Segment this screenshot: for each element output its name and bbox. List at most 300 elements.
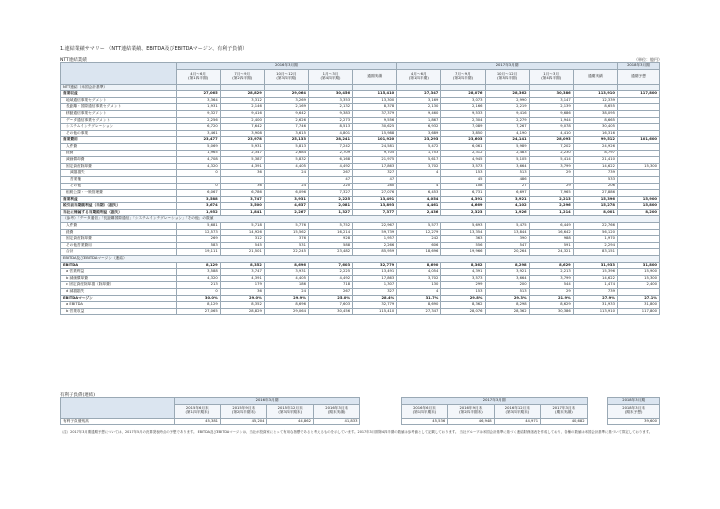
value-cell: 14,622: [573, 163, 617, 170]
spacer-cell: [587, 404, 608, 418]
value-cell: 2,256: [176, 117, 220, 124]
table-row: [61, 249, 660, 256]
value-cell: [617, 104, 659, 111]
blank-header-cell: [61, 63, 177, 85]
debt-fy2018-header: 2018年3月期: [608, 398, 660, 405]
row-label: 営業費用: [61, 137, 177, 144]
value-cell: 13,491: [353, 269, 397, 276]
value-cell: 2,400: [220, 117, 264, 124]
row-label: 租税公課・一般管理費: [61, 190, 177, 197]
value-cell: 37,379: [353, 110, 397, 117]
value-cell: 15,988: [353, 130, 397, 137]
value-cell: 8,352: [220, 262, 264, 269]
value-cell: 544: [529, 282, 573, 289]
spacer-cell: [360, 404, 401, 418]
value-cell: 99,512: [573, 137, 617, 144]
value-cell: [617, 110, 659, 117]
value-cell: 28,241: [308, 137, 352, 144]
value-cell: 7,202: [529, 143, 573, 150]
value-cell: 24,321: [529, 249, 573, 256]
value-cell: 6,096: [264, 190, 308, 197]
value-cell: 44,971: [494, 418, 540, 425]
value-cell: 5,475: [485, 223, 529, 230]
value-cell: 8,362: [441, 302, 485, 309]
value-cell: 4,391: [220, 163, 264, 170]
value-cell: [441, 84, 485, 91]
value-cell: 1,753: [397, 150, 441, 157]
value-cell: [176, 176, 220, 183]
value-cell: 23,482: [308, 249, 352, 256]
value-cell: 22,245: [264, 249, 308, 256]
value-cell: [617, 249, 659, 256]
value-cell: [617, 117, 659, 124]
value-cell: 15,396: [573, 269, 617, 276]
value-cell: [617, 143, 659, 150]
value-cell: 6,697: [485, 190, 529, 197]
value-cell: 29.9%: [264, 295, 308, 302]
value-cell: 13,844: [485, 229, 529, 236]
value-cell: 29,064: [264, 308, 308, 315]
value-cell: 7,746: [264, 124, 308, 131]
value-cell: 4,054: [397, 269, 441, 276]
value-cell: 8,129: [176, 262, 220, 269]
value-cell: 117,800: [617, 308, 659, 315]
value-cell: 113,910: [573, 91, 617, 98]
value-cell: 4,054: [397, 196, 441, 203]
value-cell: 2,304: [441, 117, 485, 124]
results-table: [60, 62, 660, 315]
value-cell: 2,132: [308, 104, 352, 111]
value-cell: 5,813: [264, 143, 308, 150]
value-cell: 29: [529, 289, 573, 296]
value-cell: 8,690: [397, 262, 441, 269]
row-label: 合計: [61, 249, 177, 256]
value-cell: 5,387: [220, 157, 264, 164]
value-cell: 28,362: [485, 91, 529, 98]
value-cell: 486: [485, 176, 529, 183]
value-cell: 267: [308, 170, 352, 177]
value-cell: 21,501: [220, 249, 264, 256]
spacer-cell: [587, 418, 608, 425]
value-cell: 2,279: [485, 117, 529, 124]
row-label: 固定資産除却費: [61, 236, 177, 243]
value-cell: 4,492: [308, 275, 352, 282]
value-cell: [617, 97, 659, 104]
value-cell: 21.9%: [529, 295, 573, 302]
table-row: [61, 262, 660, 269]
value-cell: 9,705: [353, 150, 397, 157]
table-row: [61, 130, 660, 137]
value-cell: 3,664: [485, 163, 529, 170]
value-cell: 4,708: [176, 157, 220, 164]
value-cell: 739: [573, 289, 617, 296]
value-cell: 3,908: [220, 130, 264, 137]
value-cell: 46,948: [448, 418, 494, 425]
value-cell: 113,910: [573, 308, 617, 315]
value-cell: 3,799: [529, 163, 573, 170]
value-cell: 9,383: [308, 110, 352, 117]
value-cell: 7,603: [308, 302, 352, 309]
table-row: [61, 216, 660, 223]
value-cell: 2,139: [529, 104, 573, 111]
value-cell: 15,562: [264, 229, 308, 236]
table-row: [61, 183, 660, 190]
value-cell: 30,625: [353, 124, 397, 131]
value-cell: 17,863: [353, 275, 397, 282]
value-cell: 2,166: [441, 104, 485, 111]
quarter-header-2017: 10月～12月 (第3四半期): [485, 69, 529, 84]
value-cell: 85,959: [353, 249, 397, 256]
value-cell: 24: [264, 170, 308, 177]
row-label: a EBITDA: [61, 302, 177, 309]
value-cell: 5,617: [397, 157, 441, 164]
value-cell: 31.7%: [397, 295, 441, 302]
row-label: （参考）「データ通信」「長距離国際通信」「システムインテグレーション」「その他」の数値: [61, 216, 660, 223]
quarter-header-2017: 1月～3月 (第4四半期): [529, 69, 573, 84]
value-cell: 1,867: [397, 117, 441, 124]
value-cell: 5,472: [397, 143, 441, 150]
value-cell: 30,405: [573, 124, 617, 131]
value-cell: 1,214: [529, 209, 573, 216]
value-cell: 28,362: [485, 308, 529, 315]
value-cell: 8,690: [397, 302, 441, 309]
blank-header-cell: [61, 398, 175, 419]
value-cell: 591: [529, 242, 573, 249]
value-cell: 29,064: [264, 91, 308, 98]
value-cell: 27,347: [397, 91, 441, 98]
value-cell: 0: [176, 183, 220, 190]
value-cell: 3,573: [441, 275, 485, 282]
table-row: [61, 84, 660, 91]
debt-period-header: 2016年9月末 (第2四半期末): [448, 404, 494, 418]
debt-period-header: 2016年6月末 (第1四半期末): [401, 404, 447, 418]
value-cell: 23,477: [176, 137, 220, 144]
value-cell: 3,147: [529, 97, 573, 104]
value-cell: 27,347: [397, 308, 441, 315]
value-cell: 8,696: [264, 262, 308, 269]
value-cell: [617, 242, 659, 249]
row-label: 経費: [61, 150, 177, 157]
value-cell: 179: [220, 282, 264, 289]
value-cell: 27,886: [573, 190, 617, 197]
row-label: c 固定資産除却損（除却費）: [61, 282, 177, 289]
value-cell: 5,989: [485, 143, 529, 150]
value-cell: 3,921: [485, 269, 529, 276]
value-cell: 513: [485, 170, 529, 177]
value-cell: [573, 84, 617, 91]
table-row: [61, 209, 660, 216]
value-cell: 6,731: [441, 190, 485, 197]
value-cell: 27,065: [176, 308, 220, 315]
value-cell: 39,600: [608, 418, 660, 425]
value-cell: 19,111: [176, 249, 220, 256]
value-cell: 44,862: [267, 418, 313, 425]
value-cell: 2,130: [397, 104, 441, 111]
value-cell: 32,779: [353, 262, 397, 269]
value-cell: 15,900: [617, 269, 659, 276]
value-cell: [308, 84, 352, 91]
table-row: [61, 176, 660, 183]
value-cell: 1,931: [176, 104, 220, 111]
value-cell: 2,225: [308, 196, 352, 203]
row-label: 営業利益: [61, 196, 177, 203]
row-label: NTT連結（米国会計基準）: [61, 84, 177, 91]
value-cell: 6,067: [176, 190, 220, 197]
value-cell: 6,932: [397, 124, 441, 131]
value-cell: 1,944: [529, 117, 573, 124]
value-cell: 6,453: [397, 190, 441, 197]
table-row: [61, 229, 660, 236]
value-cell: 130: [397, 282, 441, 289]
value-cell: 29: [529, 170, 573, 177]
value-cell: 28,076: [441, 308, 485, 315]
value-cell: 2,266: [353, 242, 397, 249]
value-cell: [529, 84, 573, 91]
table-row: [61, 124, 660, 131]
value-cell: 3,588: [176, 196, 220, 203]
debt-fy2016-header: 2016年3月期: [174, 398, 360, 405]
page-title: 1.連結業績サマリー （ΝΤΤ連結業績、EBITDA及びEBITDAマージン、有利子負債）: [60, 46, 248, 52]
value-cell: 4,801: [308, 130, 352, 137]
value-cell: 3,269: [264, 97, 308, 104]
value-cell: 27: [485, 183, 529, 190]
value-cell: 4,461: [397, 203, 441, 210]
value-cell: 2,400: [617, 282, 659, 289]
value-cell: 5,931: [220, 143, 264, 150]
value-cell: 8,629: [529, 302, 573, 309]
value-cell: 3,747: [220, 269, 264, 276]
value-cell: 14,622: [573, 275, 617, 282]
value-cell: 5,776: [264, 223, 308, 230]
debt-period-header: 2015年12月末 (第3四半期末): [267, 404, 313, 418]
value-cell: 2,213: [529, 269, 573, 276]
row-label: 経費: [61, 229, 177, 236]
value-cell: 7,642: [220, 124, 264, 131]
value-cell: 3,073: [441, 97, 485, 104]
value-cell: 8,362: [441, 262, 485, 269]
value-cell: 267: [308, 289, 352, 296]
value-cell: [617, 190, 659, 197]
quarter-header-2016: 10月～12月 (第3四半期): [264, 69, 308, 84]
value-cell: 15,800: [617, 203, 659, 210]
value-cell: 5,752: [308, 223, 352, 230]
value-cell: 25.0%: [308, 295, 352, 302]
table-row: [61, 170, 660, 177]
value-cell: [617, 223, 659, 230]
value-cell: 3,702: [397, 275, 441, 282]
value-cell: 12,573: [176, 229, 220, 236]
value-cell: [353, 84, 397, 91]
value-cell: 0: [176, 289, 220, 296]
value-cell: 3,353: [308, 97, 352, 104]
value-cell: 28,829: [220, 308, 264, 315]
value-cell: 2,294: [573, 242, 617, 249]
value-cell: 5,718: [220, 223, 264, 230]
value-cell: 4,190: [485, 130, 529, 137]
value-cell: [617, 130, 659, 137]
spacer-cell: [360, 398, 401, 405]
value-cell: 8,696: [264, 302, 308, 309]
value-cell: 30,456: [308, 308, 352, 315]
value-cell: 15,278: [573, 203, 617, 210]
value-cell: 41,833: [313, 418, 360, 425]
value-cell: 31,933: [573, 302, 617, 309]
value-cell: 36: [220, 183, 264, 190]
row-label: その他営業費用: [61, 242, 177, 249]
debt-table: [60, 397, 660, 425]
value-cell: 186: [264, 282, 308, 289]
value-cell: [529, 176, 573, 183]
table-row: [61, 223, 660, 230]
value-cell: [617, 124, 659, 131]
value-cell: 6,786: [220, 190, 264, 197]
value-cell: 3,169: [397, 97, 441, 104]
value-cell: 4,391: [441, 269, 485, 276]
value-cell: [397, 84, 441, 91]
row-label: d 減損損失: [61, 289, 177, 296]
value-cell: 3,588: [176, 269, 220, 276]
value-cell: 327: [353, 289, 397, 296]
table-row: [61, 97, 660, 104]
value-cell: 533: [573, 176, 617, 183]
quarter-header-2016: 通期実績: [353, 69, 397, 84]
value-cell: 8,655: [573, 104, 617, 111]
value-cell: 376: [264, 236, 308, 243]
unit-note: （単位：億円）: [634, 57, 662, 62]
table-row: [61, 302, 660, 309]
fy2018-header: 2018年3月期: [617, 63, 659, 70]
value-cell: 27,065: [176, 91, 220, 98]
value-cell: 59,739: [353, 229, 397, 236]
fy2017-header: 2017年3月期: [397, 63, 618, 70]
value-cell: 4: [397, 170, 441, 177]
row-label: データ通信事業セグメント: [61, 117, 177, 124]
row-label: 営業権: [61, 176, 177, 183]
value-cell: 23,293: [397, 137, 441, 144]
value-cell: 21,975: [353, 157, 397, 164]
value-cell: 3,573: [441, 163, 485, 170]
table-row: [61, 196, 660, 203]
value-cell: 242: [397, 236, 441, 243]
value-cell: 20,264: [485, 249, 529, 256]
value-cell: 28,076: [441, 91, 485, 98]
value-cell: [617, 170, 659, 177]
value-cell: 9,556: [353, 117, 397, 124]
spacer-cell: [587, 398, 608, 405]
value-cell: 15,900: [617, 196, 659, 203]
value-cell: 206: [573, 183, 617, 190]
value-cell: 988: [529, 236, 573, 243]
value-cell: 29.0%: [220, 295, 264, 302]
row-label: 減価償却費: [61, 157, 177, 164]
value-cell: 2,225: [308, 269, 352, 276]
value-cell: 31,933: [573, 262, 617, 269]
row-label: 地域通信事業セグメント: [61, 97, 177, 104]
value-cell: 7,089: [441, 124, 485, 131]
table-row: [61, 269, 660, 276]
table-row: [61, 308, 660, 315]
value-cell: 5,681: [176, 223, 220, 230]
value-cell: 13,300: [353, 97, 397, 104]
value-cell: [617, 183, 659, 190]
value-cell: 8,665: [573, 117, 617, 124]
value-cell: 2,267: [264, 209, 308, 216]
debt-period-header: 2015年6月末 (第1四半期末): [174, 404, 220, 418]
value-cell: 7,267: [485, 124, 529, 131]
value-cell: 739: [573, 170, 617, 177]
value-cell: 22,766: [573, 223, 617, 230]
value-cell: 36: [220, 170, 264, 177]
row-label: 移動通信事業セグメント: [61, 110, 177, 117]
value-cell: 29.8%: [441, 295, 485, 302]
ebitda-section-title: EBITDA及びEBITDAマージン（連結）: [61, 256, 660, 263]
value-cell: 588: [308, 242, 352, 249]
value-cell: 8,129: [176, 302, 220, 309]
value-cell: 4,405: [264, 163, 308, 170]
value-cell: 280: [353, 183, 397, 190]
value-cell: 4,102: [485, 203, 529, 210]
value-cell: 47: [353, 176, 397, 183]
value-cell: 1,926: [485, 209, 529, 216]
table-row: [61, 163, 660, 170]
debt-period-header: 2016年3月末 (期末実績): [313, 404, 360, 418]
value-cell: 1,307: [353, 282, 397, 289]
value-cell: [617, 157, 659, 164]
value-cell: 45,536: [401, 418, 447, 425]
value-cell: 2,347: [220, 150, 264, 157]
table-row: [61, 242, 660, 249]
value-cell: 16,214: [308, 229, 352, 236]
value-cell: [617, 289, 659, 296]
value-cell: 312: [220, 236, 264, 243]
value-cell: 2,230: [529, 150, 573, 157]
value-cell: 4,391: [220, 275, 264, 282]
value-cell: 47: [308, 176, 352, 183]
row-label: 当社に帰属する当期純利益（損失）: [61, 209, 177, 216]
value-cell: 531: [264, 242, 308, 249]
row-label: 税引前当期純利益（当期）（損失）: [61, 203, 177, 210]
value-cell: 4: [397, 183, 441, 190]
value-cell: 30,456: [308, 91, 352, 98]
table-row: [61, 282, 660, 289]
value-cell: 9,686: [529, 110, 573, 117]
value-cell: 30,386: [529, 91, 573, 98]
section-title-debt: 有利子負債(連結): [60, 393, 96, 398]
value-cell: 8,513: [308, 124, 352, 131]
value-cell: 327: [353, 170, 397, 177]
value-cell: 16,316: [573, 130, 617, 137]
value-cell: 28,093: [529, 137, 573, 144]
value-cell: 5,414: [529, 157, 573, 164]
row-label: その他の事業: [61, 130, 177, 137]
value-cell: 3,921: [485, 196, 529, 203]
value-cell: 7,603: [308, 262, 352, 269]
value-cell: 213: [176, 282, 220, 289]
value-cell: 3,747: [220, 196, 264, 203]
row-label: 人件費: [61, 143, 177, 150]
value-cell: 3,312: [220, 97, 264, 104]
row-label: 長距離・国際通信事業セグメント: [61, 104, 177, 111]
value-cell: 108: [441, 183, 485, 190]
value-cell: 9,642: [264, 110, 308, 117]
value-cell: 21,410: [573, 157, 617, 164]
value-cell: 23,603: [441, 137, 485, 144]
value-cell: [220, 176, 264, 183]
value-cell: 117,800: [617, 91, 659, 98]
spacer-cell: [360, 418, 401, 425]
value-cell: 2,146: [220, 104, 264, 111]
value-cell: 9,460: [397, 110, 441, 117]
